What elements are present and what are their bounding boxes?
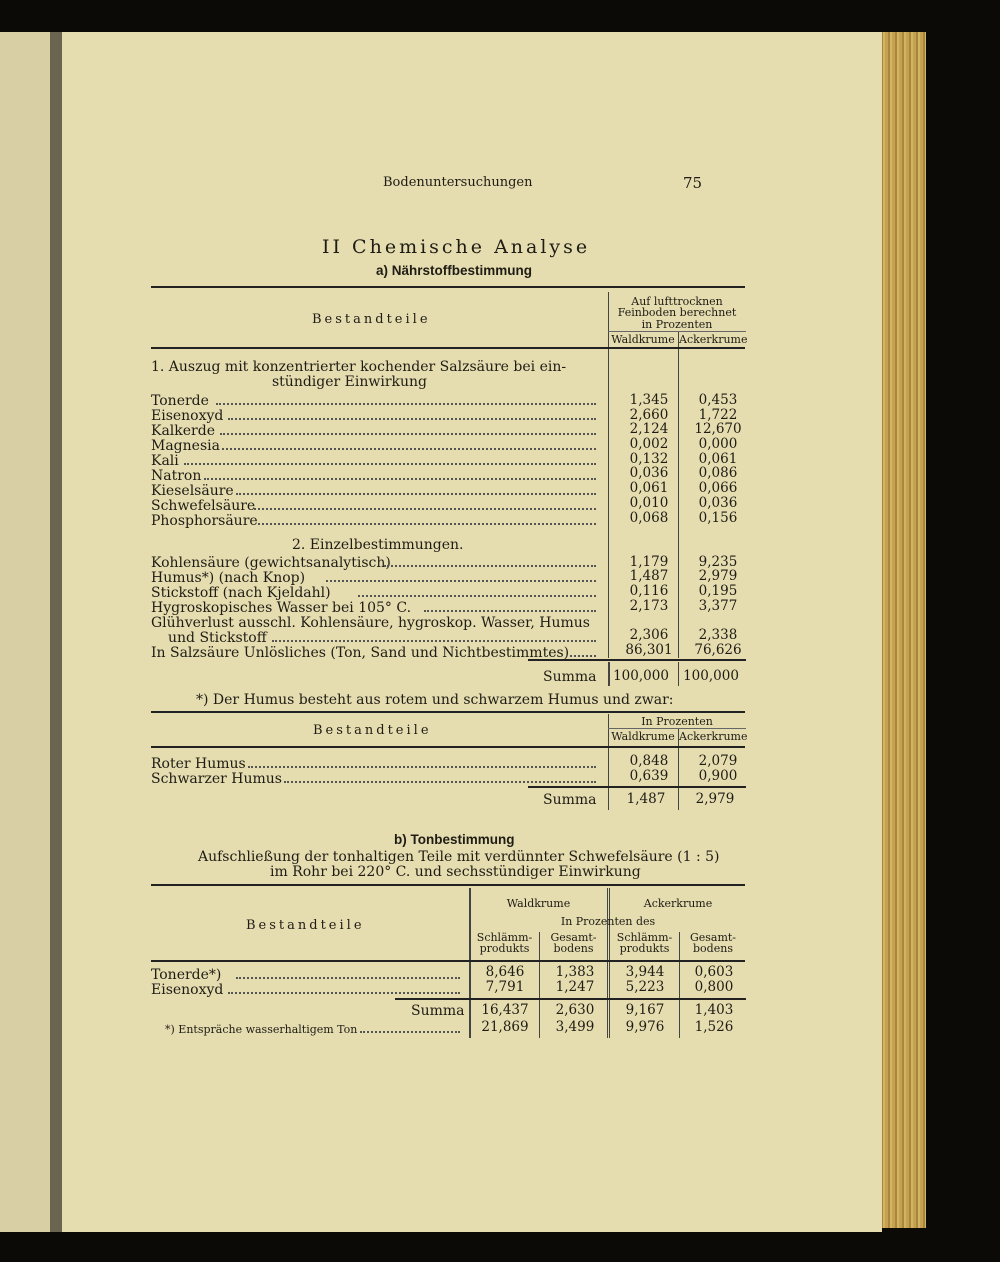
leader-dots bbox=[220, 433, 596, 435]
leader-dots bbox=[358, 595, 596, 597]
group-heading: 2. Einzelbestimmungen. bbox=[292, 537, 464, 553]
value-waldkrume: 2,173 bbox=[629, 598, 669, 614]
value-ackerkrume: 9,235 bbox=[698, 554, 738, 570]
sum-rule bbox=[528, 786, 746, 788]
summa-ackerkrume: 2,979 bbox=[695, 791, 735, 807]
summa-label: Summa bbox=[543, 792, 597, 808]
table-row-label: Schwefelsäure bbox=[151, 498, 256, 514]
sum-rule bbox=[528, 659, 746, 661]
value-waldkrume: 0,068 bbox=[629, 510, 669, 526]
table-row-label: Humus*) (nach Knop) bbox=[151, 570, 306, 586]
summa-wald-gesamt: 2,630 bbox=[555, 1002, 595, 1018]
left-page-edge bbox=[0, 32, 52, 1232]
table-rule bbox=[151, 711, 745, 713]
value-ackerkrume: 0,036 bbox=[698, 495, 738, 511]
running-title: Bodenuntersuchungen bbox=[383, 175, 533, 190]
value-waldkrume: 2,660 bbox=[629, 407, 669, 423]
value-ackerkrume: 0,453 bbox=[698, 392, 738, 408]
value-wald-gesamt: 1,247 bbox=[555, 979, 595, 995]
value-acker-schlaemm: 5,223 bbox=[625, 979, 665, 995]
summa-label: Summa bbox=[543, 669, 597, 685]
leader-dots bbox=[216, 403, 596, 405]
header-line: In Prozenten bbox=[641, 715, 713, 728]
value-waldkrume: 0,132 bbox=[629, 451, 669, 467]
value-ackerkrume: 2,338 bbox=[698, 627, 738, 643]
table-row-label: Tonerde*) bbox=[151, 967, 222, 983]
table-row-label: Kohlensäure (gewichtsanalytisch) bbox=[151, 555, 391, 571]
col-header-waldkrume: Waldkrume bbox=[611, 730, 675, 743]
sub-header: Schlämm- bbox=[476, 931, 533, 944]
table-row-label: Roter Humus bbox=[151, 756, 246, 772]
header-line: in Prozenten bbox=[641, 318, 713, 331]
sub-header: bodens bbox=[553, 942, 594, 955]
humus-note: *) Der Humus besteht aus rotem und schwarzem Humus und zwar: bbox=[196, 692, 674, 708]
table-row-label: Hygroskopisches Wasser bei 105° C. bbox=[151, 600, 412, 616]
value-ackerkrume: 12,670 bbox=[694, 421, 742, 437]
value-ackerkrume: 0,061 bbox=[698, 451, 738, 467]
leader-dots bbox=[228, 418, 596, 420]
value-waldkrume: 0,848 bbox=[629, 753, 669, 769]
value-ackerkrume: 0,156 bbox=[698, 510, 738, 526]
section-b-description: Aufschließung der tonhaltigen Teile mit verdünnter Schwefelsäure (1 : 5) bbox=[198, 849, 720, 865]
leader-dots bbox=[184, 463, 596, 465]
value-ackerkrume: 0,066 bbox=[698, 480, 738, 496]
table-rule bbox=[151, 884, 745, 886]
footnote-label: *) Entspräche wasserhaltigem Ton bbox=[165, 1023, 358, 1036]
leader-dots bbox=[384, 565, 596, 567]
value-waldkrume: 0,116 bbox=[629, 583, 669, 599]
table-row-label: und Stickstoff bbox=[168, 630, 267, 646]
header-rule bbox=[608, 331, 746, 332]
leader-dots bbox=[248, 766, 596, 768]
leader-dots bbox=[222, 448, 596, 450]
table-rule bbox=[151, 347, 745, 349]
sub-header: Schlämm- bbox=[616, 931, 673, 944]
group-heading: stündiger Einwirkung bbox=[272, 374, 428, 390]
leader-dots bbox=[254, 508, 596, 510]
column-label: Bestandteile bbox=[312, 312, 431, 327]
col-header-waldkrume: Waldkrume bbox=[611, 333, 675, 346]
column-label: Bestandteile bbox=[313, 723, 432, 738]
value-ackerkrume: 0,086 bbox=[698, 465, 738, 481]
value-wald-schlaemm: 8,646 bbox=[485, 964, 525, 980]
table-row-label: Magnesia bbox=[151, 438, 220, 454]
value-ackerkrume: 0,900 bbox=[698, 768, 738, 784]
value-wald-gesamt: 1,383 bbox=[555, 964, 595, 980]
table-rule bbox=[151, 746, 745, 748]
summa-waldkrume: 1,487 bbox=[626, 791, 666, 807]
leader-dots bbox=[570, 655, 596, 657]
value-waldkrume: 0,002 bbox=[629, 436, 669, 452]
value-wald-schlaemm: 7,791 bbox=[485, 979, 525, 995]
value-waldkrume: 0,036 bbox=[629, 465, 669, 481]
table-row-label: Kieselsäure bbox=[151, 483, 234, 499]
table-row-label: Glühverlust ausschl. Kohlensäure, hygroskop. Wasser, Humus bbox=[151, 615, 590, 631]
foot-acker-gesamt: 1,526 bbox=[694, 1019, 734, 1035]
table-row-label: Kalkerde bbox=[151, 423, 215, 439]
col-header-ackerkrume: Ackerkrume bbox=[679, 333, 748, 346]
table-row-label: Natron bbox=[151, 468, 202, 484]
column-label: Bestandteile bbox=[246, 918, 365, 933]
subsection-b-title: b) Tonbestimmung bbox=[394, 832, 515, 847]
summa-label: Summa bbox=[411, 1003, 465, 1019]
leader-dots bbox=[326, 580, 596, 582]
summa-ackerkrume: 100,000 bbox=[683, 668, 739, 684]
value-waldkrume: 86,301 bbox=[625, 642, 673, 658]
span-header: In Prozenten des bbox=[560, 915, 656, 928]
leader-dots bbox=[284, 781, 596, 783]
leader-dots bbox=[360, 1031, 460, 1033]
value-acker-gesamt: 0,603 bbox=[694, 964, 734, 980]
sub-header: Gesamt- bbox=[689, 931, 737, 944]
value-waldkrume: 2,306 bbox=[629, 627, 669, 643]
table-row-label: Phosphorsäure bbox=[151, 513, 258, 529]
page-edges bbox=[878, 32, 926, 1228]
value-waldkrume: 2,124 bbox=[629, 421, 669, 437]
table-row-label: Schwarzer Humus bbox=[151, 771, 282, 787]
leader-dots bbox=[424, 610, 596, 612]
sub-header: produkts bbox=[619, 942, 670, 955]
sub-header: bodens bbox=[693, 942, 733, 955]
foot-acker-schlaemm: 9,976 bbox=[625, 1019, 665, 1035]
value-waldkrume: 0,639 bbox=[629, 768, 669, 784]
value-waldkrume: 0,010 bbox=[629, 495, 669, 511]
sum-rule bbox=[395, 998, 746, 1000]
subsection-a-title: a) Nährstoffbestimmung bbox=[376, 263, 533, 278]
leader-dots bbox=[228, 992, 460, 994]
summa-waldkrume: 100,000 bbox=[613, 668, 669, 684]
value-ackerkrume: 2,079 bbox=[698, 753, 738, 769]
summa-acker-gesamt: 1,403 bbox=[694, 1002, 734, 1018]
summa-wald-schlaemm: 16,437 bbox=[481, 1002, 529, 1018]
table-row-label: Eisenoxyd bbox=[151, 408, 224, 424]
value-ackerkrume: 0,000 bbox=[698, 436, 738, 452]
section-b-description: im Rohr bei 220° C. und sechsstündiger Einwirkung bbox=[270, 864, 641, 880]
value-acker-schlaemm: 3,944 bbox=[625, 964, 665, 980]
sub-header: produkts bbox=[479, 942, 530, 955]
value-ackerkrume: 3,377 bbox=[698, 598, 738, 614]
value-waldkrume: 1,487 bbox=[629, 568, 669, 584]
value-waldkrume: 1,179 bbox=[629, 554, 669, 570]
leader-dots bbox=[204, 478, 596, 480]
value-waldkrume: 1,345 bbox=[629, 392, 669, 408]
table-row-label: Tonerde bbox=[151, 393, 209, 409]
table-rule bbox=[151, 286, 745, 288]
leader-dots bbox=[236, 493, 596, 495]
group-header-ackerkrume: Ackerkrume bbox=[643, 897, 713, 910]
table-row-label: In Salzsäure Unlösliches (Ton, Sand und Nichtbestimmtes) bbox=[151, 645, 570, 661]
table-row-label: Kali bbox=[151, 453, 179, 469]
value-ackerkrume: 0,195 bbox=[698, 583, 738, 599]
group-heading: 1. Auszug mit konzentrierter kochender Salzsäure bei ein- bbox=[151, 359, 567, 375]
value-ackerkrume: 1,722 bbox=[698, 407, 738, 423]
value-ackerkrume: 2,979 bbox=[698, 568, 738, 584]
value-acker-gesamt: 0,800 bbox=[694, 979, 734, 995]
page-number: 75 bbox=[683, 174, 703, 192]
section-title: II Chemische Analyse bbox=[322, 236, 591, 258]
value-waldkrume: 0,061 bbox=[629, 480, 669, 496]
group-header-waldkrume: Waldkrume bbox=[506, 897, 571, 910]
header-rule bbox=[608, 728, 746, 729]
foot-wald-schlaemm: 21,869 bbox=[481, 1019, 529, 1035]
summa-acker-schlaemm: 9,167 bbox=[625, 1002, 665, 1018]
leader-dots bbox=[272, 640, 596, 642]
table-row-label: Eisenoxyd bbox=[151, 982, 224, 998]
col-header-ackerkrume: Ackerkrume bbox=[679, 730, 748, 743]
leader-dots bbox=[236, 977, 460, 979]
header-line: Feinboden berechnet bbox=[617, 306, 737, 319]
table-row-label: Stickstoff (nach Kjeldahl) bbox=[151, 585, 331, 601]
header-line: Auf lufttrocknen bbox=[631, 295, 723, 308]
table-rule bbox=[151, 960, 745, 962]
value-ackerkrume: 76,626 bbox=[694, 642, 742, 658]
foot-wald-gesamt: 3,499 bbox=[555, 1019, 595, 1035]
sub-header: Gesamt- bbox=[550, 931, 597, 944]
leader-dots bbox=[258, 523, 596, 525]
